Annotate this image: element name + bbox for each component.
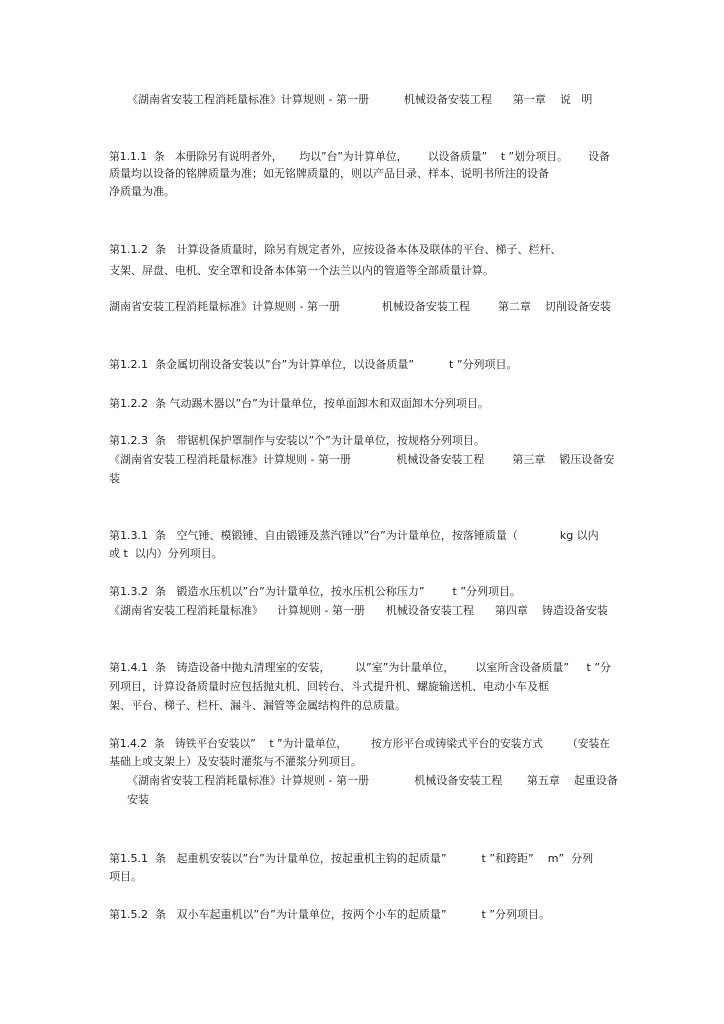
clause-1-3-1-line-1: 第1.3.1 条 空气锤、模锻锤、自由锻锤及蒸汽锤以”台”为计量单位，按落锤质量（ kg 以内: [109, 529, 599, 542]
chapter-heading-1: 《湖南省安装工程消耗量标准》计算规则 - 第一册 机械设备安装工程 第一章 说 明: [127, 93, 593, 106]
clause-1-4-1-line-1: 第1.4.1 条 铸造设备中抛丸清理室的安装， 以”室”为计量单位， 以室所含设备质量” t ”分: [109, 661, 612, 674]
clause-1-1-1-line-3: 净质量为准。: [109, 185, 175, 198]
clause-1-5-2: 第1.5.2 条 双小车起重机以”台”为计量单位，按两个小车的起质量” t ”分列项目。: [109, 908, 551, 921]
clause-1-2-1: 第1.2.1 条金属切削设备安装以”台”为计算单位，以设备质量” t ”分列项目。: [109, 358, 518, 371]
clause-1-3-2: 第1.3.2 条 锻造水压机以”台”为计量单位，按水压机公称压力” t ”分列项目。: [109, 585, 522, 598]
clause-1-5-1-line-2: 项目。: [109, 870, 142, 883]
chapter-heading-4: 《湖南省安装工程消耗量标准》 计算规则 - 第一册 机械设备安装工程 第四章 铸造设备安装: [109, 604, 608, 617]
clause-1-5-1-line-1: 第1.5.1 条 起重机安装以”台”为计量单位，按起重机主钩的起质量” t ”和跨距” m” 分列: [109, 852, 594, 865]
clause-1-4-1-line-2: 列项目，计算设备质量时应包括抛丸机、回转台、斗式提升机、螺旋输送机、电动小车及框: [109, 680, 549, 693]
clause-1-4-1-line-3: 架、平台、梯子、栏杆、漏斗、漏管等金属结构件的总质量。: [109, 699, 406, 712]
chapter-heading-5-line-1: 《湖南省安装工程消耗量标准》计算规则 - 第一册 机械设备安装工程 第五章 起重设备: [127, 774, 618, 787]
clause-1-3-1-line-2: 或 t 以内）分列项目。: [109, 547, 223, 560]
clause-1-1-2-line-2: 支架、屏盘、电机、安全罩和设备本体第一个法兰以内的管道等全部质量计算。: [109, 264, 494, 277]
clause-1-4-2-line-1: 第1.4.2 条 铸铁平台安装以” t ”为计量单位， 按方形平台或铸梁式平台的安装方式 （安装在: [109, 737, 610, 750]
clause-1-1-1-line-2: 质量均以设备的铭牌质量为准；如无铭牌质量的，则以产品目录、样本、说明书所注的设备: [109, 167, 549, 180]
clause-1-2-3: 第1.2.3 条 带锯机保护罩制作与安装以”个”为计量单位，按规格分列项目。: [109, 434, 485, 447]
clause-1-1-1-line-1: 第1.1.1 条 本册除另有说明者外， 均以”台”为计算单位， 以设备质量” t ”划分项目。 设备: [109, 150, 610, 163]
clause-1-1-2-line-1: 第1.1.2 条 计算设备质量时，除另有规定者外，应按设备本体及联体的平台、梯子、栏杆、: [109, 243, 562, 256]
chapter-heading-3-line-1: 《湖南省安装工程消耗量标准》计算规则 - 第一册 机械设备安装工程 第三章 锻压设备安: [109, 453, 615, 466]
clause-1-4-2-line-2: 基础上或支架上）及安装时灌浆与不灌浆分列项目。: [109, 755, 362, 768]
chapter-heading-3-line-2: 装: [109, 472, 120, 485]
clause-1-2-2: 第1.2.2 条 气动踢木器以”台”为计量单位，按单面卸木和双面卸木分列项目。: [109, 397, 489, 410]
chapter-heading-5-line-2: 安装: [127, 793, 149, 806]
chapter-heading-2: 湖南省安装工程消耗量标准》计算规则 - 第一册 机械设备安装工程 第二章 切削设备安装: [109, 300, 611, 313]
